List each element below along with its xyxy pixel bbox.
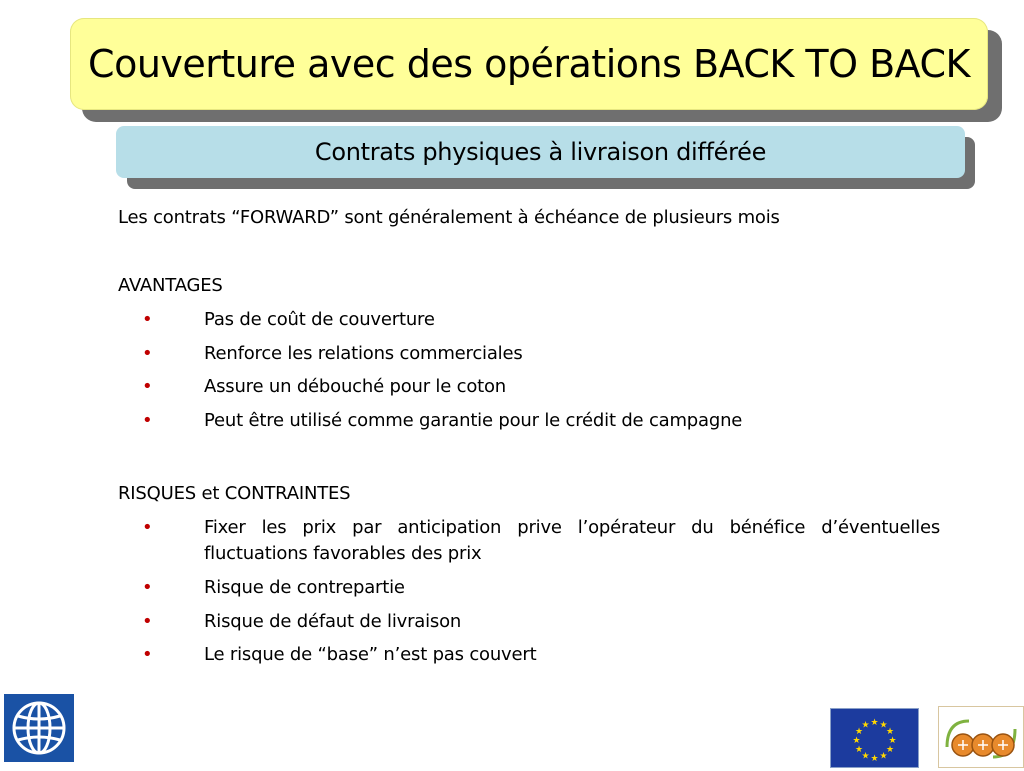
list-item: • Pas de coût de couverture [118,307,940,333]
list-item: • Assure un débouché pour le coton [118,374,940,400]
world-bank-globe-icon [4,694,74,762]
bullet-icon: • [142,644,153,666]
section-heading-risques: RISQUES et CONTRAINTES [118,483,351,505]
list-item: • Renforce les relations commerciales [118,341,940,367]
svg-text:★: ★ [852,736,861,746]
slide-body [118,205,940,676]
svg-text:★: ★ [861,720,870,731]
list-avantages [118,307,940,434]
bullet-icon: • [142,517,153,539]
svg-text:★: ★ [854,727,864,737]
intro-text: Les contrats “FORWARD” sont généralement à échéance de plusieurs mois [118,207,780,228]
title-banner [70,18,988,110]
bullet-icon: • [142,376,153,398]
list-risques [118,515,940,668]
svg-text:★: ★ [870,718,879,728]
svg-text:★: ★ [879,720,888,731]
page-subtitle: Contrats physiques à livraison différée [314,138,767,166]
spacer [118,441,940,481]
list-item: • Risque de défaut de livraison [118,609,940,635]
svg-text:★: ★ [879,751,888,762]
eu-flag-icon [830,708,919,768]
bullet-icon: • [142,309,153,330]
section-heading-avantages: AVANTAGES [118,275,223,296]
list-item: • Risque de contrepartie [118,575,940,601]
bullet-icon: • [142,342,153,364]
svg-text:★: ★ [870,754,879,764]
svg-text:★: ★ [885,745,895,755]
list-item: • Peut être utilisé comme garantie pour le crédit de campagne [118,408,940,434]
svg-text:★: ★ [885,727,895,737]
svg-text:★: ★ [854,745,864,755]
list-item: • Le risque de “base” n’est pas couvert [118,642,940,668]
page-title: Couverture avec des opérations BACK TO BACK [88,42,970,86]
subtitle-banner [116,126,965,178]
list-item: • Fixer les prix par anticipation prive l’opérateur du bénéfice d’éventuelles fluctuations favorables des prix [142,517,940,565]
bullet-icon: • [142,576,153,598]
svg-text:★: ★ [861,751,870,762]
svg-text:★: ★ [888,736,897,746]
bullet-icon: • [142,409,153,431]
spacer [118,231,940,273]
bullet-icon: • [142,610,153,632]
acp-logo-icon [938,706,1024,768]
